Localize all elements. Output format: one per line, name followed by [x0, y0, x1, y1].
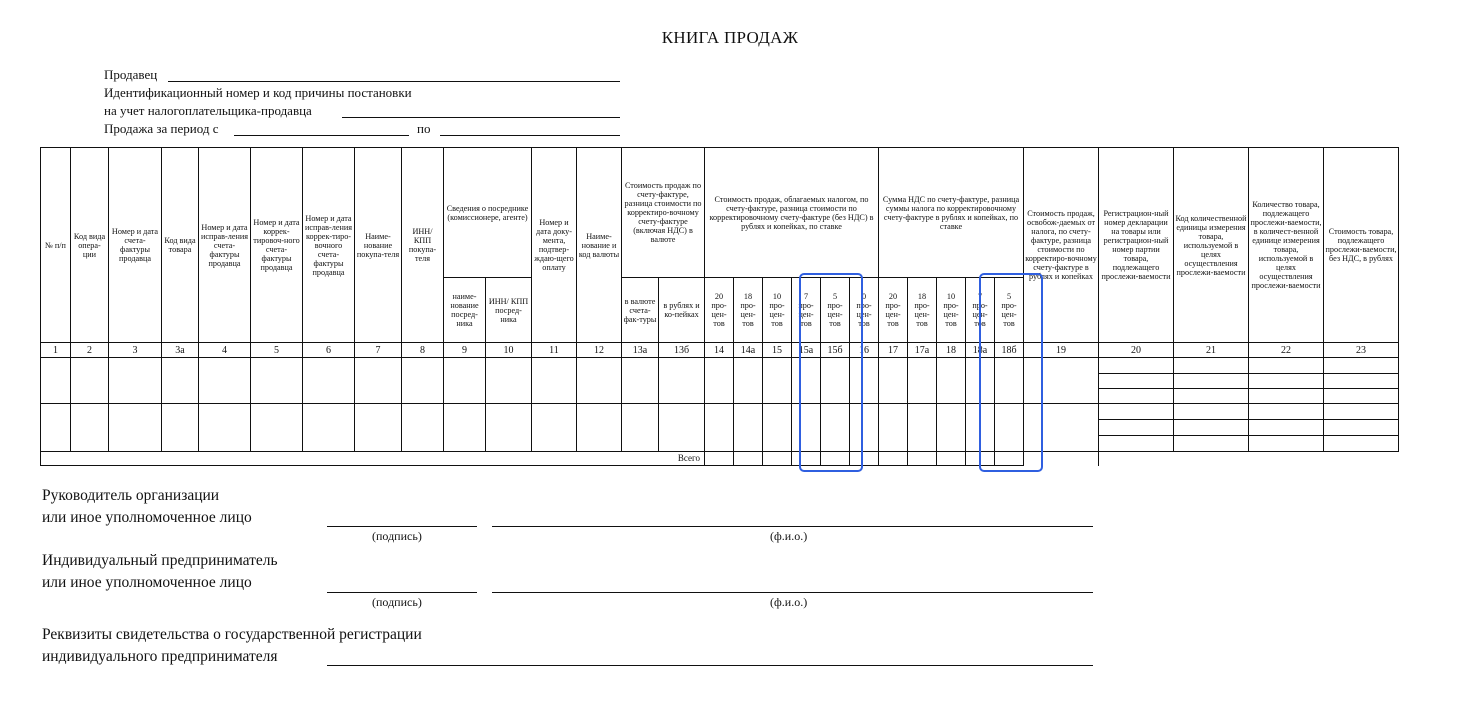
- head-fio-line[interactable]: [492, 526, 1093, 527]
- col-header-8: ИНН/ КПП покупа-теля: [402, 148, 444, 343]
- col-number: 6: [303, 343, 355, 358]
- col-number: 18: [937, 343, 966, 358]
- ip-fio-line[interactable]: [492, 592, 1093, 593]
- ip-signature-caption: (подпись): [372, 595, 422, 609]
- col-number: 17а: [908, 343, 937, 358]
- rate-header-15a: 7 про-цен-тов: [792, 278, 821, 343]
- col-header-23: Стоимость товара, подлежащего прослежи-ваемости, без НДС, в рублях: [1324, 148, 1399, 343]
- col-number: 1: [41, 343, 71, 358]
- col-header-5: Номер и дата коррек-тировоч-ного счета-фактуры продавца: [251, 148, 303, 343]
- col-header-4: Номер и дата исправ-ления счета-фактуры продавца: [199, 148, 251, 343]
- total-row: [41, 452, 1399, 466]
- col-number: 3а: [162, 343, 199, 358]
- col-number: 19: [1024, 343, 1099, 358]
- registration-label-line1: Реквизиты свидетельства о государственной регистрации: [42, 626, 422, 643]
- col-number: 10: [486, 343, 532, 358]
- registration-line[interactable]: [327, 665, 1093, 666]
- inn-line[interactable]: [342, 117, 620, 118]
- col-header-13b: в рублях и ко-пейках: [659, 278, 705, 343]
- highlight-rate-columns-15a-15b: [799, 273, 863, 472]
- col-header-17-18: Сумма НДС по счету-фактуре, разница суммы налога по корректировочному счету-фактуре в рублях и копейках, по ставке: [879, 148, 1024, 278]
- ip-signer-label-line1: Индивидуальный предприниматель: [42, 552, 278, 569]
- col-number: 4: [199, 343, 251, 358]
- ip-signature-line[interactable]: [327, 592, 477, 593]
- col-number: 18а: [966, 343, 995, 358]
- head-signature-line[interactable]: [327, 526, 477, 527]
- rate-header-15: 10 про-цен-тов: [763, 278, 792, 343]
- period-to-line[interactable]: [440, 135, 620, 136]
- ip-signer-label-line2: или иное уполномоченное лицо: [42, 574, 252, 591]
- col-number: 23: [1324, 343, 1399, 358]
- col-number: 11: [532, 343, 577, 358]
- col-number: 2: [71, 343, 109, 358]
- col-number: 14: [705, 343, 734, 358]
- col-header-12: Наиме-нование и код валюты: [577, 148, 622, 343]
- head-fio-caption: (ф.и.о.): [770, 529, 808, 543]
- col-number: 15: [763, 343, 792, 358]
- col-number: 16: [850, 343, 879, 358]
- col-header-9-10: Сведения о посреднике (комиссионере, агенте): [444, 148, 532, 278]
- col-number: 5: [251, 343, 303, 358]
- col-number: 15б: [821, 343, 850, 358]
- col-number: 13а: [622, 343, 659, 358]
- col-header-21: Код количественной единицы измерения товара, используемой в целях осуществления прослежи-ваемости: [1174, 148, 1249, 343]
- col-number: 18б: [995, 343, 1024, 358]
- period-from-label: Продажа за период с: [104, 121, 219, 136]
- col-header-13a: в валюте счета-фак-туры: [622, 278, 659, 343]
- registration-label-line2: индивидуального предпринимателя: [42, 648, 278, 665]
- inn-label-line1: Идентификационный номер и код причины постановки: [104, 85, 412, 100]
- rate-header-14: 20 про-цен-тов: [705, 278, 734, 343]
- ip-fio-caption: (ф.и.о.): [770, 595, 808, 609]
- rate-header-16: 0 про-цен-тов: [850, 278, 879, 343]
- total-label: Всего: [41, 452, 705, 466]
- column-numbers-row: [41, 343, 1399, 358]
- col-number: 21: [1174, 343, 1249, 358]
- period-from-line[interactable]: [234, 135, 409, 136]
- period-to-label: по: [417, 121, 431, 136]
- col-header-19: Стоимость продаж, освобож-даемых от налога, по счету-фактуре, разница стоимости по корректиро-вочному счету-фактуре в рублях и копейках: [1024, 148, 1099, 343]
- col-header-7: Наиме-нование покупа-теля: [355, 148, 402, 343]
- col-number: 14а: [734, 343, 763, 358]
- col-number: 17: [879, 343, 908, 358]
- rate-header-18b: 5 про-цен-тов: [995, 278, 1024, 343]
- col-number: 13б: [659, 343, 705, 358]
- col-header-14-16: Стоимость продаж, облагаемых налогом, по счету-фактуре, разница стоимости по корректировочному счету-фактуре (без НДС) в рублях и копейках, по ставке: [705, 148, 879, 278]
- rate-header-18a: 7 про-цен-тов: [966, 278, 995, 343]
- head-signature-caption: (подпись): [372, 529, 422, 543]
- rate-header-15b: 5 про-цен-тов: [821, 278, 850, 343]
- rate-header-14a: 18 про-цен-тов: [734, 278, 763, 343]
- col-number: 15а: [792, 343, 821, 358]
- sales-book-table: [40, 147, 1399, 466]
- col-header-6: Номер и дата исправ-ления коррек-тиро-вочного счета-фактуры продавца: [303, 148, 355, 343]
- col-header-20: Регистрацион-ный номер декларации на товары или регистрацион-ный номер партии товара, подлежащего прослежи-ваемости: [1099, 148, 1174, 343]
- rate-header-18: 10 про-цен-тов: [937, 278, 966, 343]
- rate-header-17a: 18 про-цен-тов: [908, 278, 937, 343]
- col-number: 20: [1099, 343, 1174, 358]
- table-row[interactable]: [41, 404, 1399, 420]
- col-number: 22: [1249, 343, 1324, 358]
- col-number: 8: [402, 343, 444, 358]
- col-header-3: Номер и дата счета-фактуры продавца: [109, 148, 162, 343]
- col-header-13: Стоимость продаж по счету-фактуре, разница стоимости по корректиро-вочному счету-фактуре (включая НДС) в валюте: [622, 148, 705, 278]
- seller-label: Продавец: [104, 67, 158, 82]
- page-title: КНИГА ПРОДАЖ: [661, 28, 799, 47]
- highlight-rate-columns-18a-18b: [979, 273, 1043, 472]
- col-number: 7: [355, 343, 402, 358]
- col-number: 12: [577, 343, 622, 358]
- col-header-1: № п/п: [41, 148, 71, 343]
- col-header-10: ИНН/ КПП посред-ника: [486, 278, 532, 343]
- head-signer-label-line2: или иное уполномоченное лицо: [42, 509, 252, 526]
- col-number: 3: [109, 343, 162, 358]
- rate-header-17: 20 про-цен-тов: [879, 278, 908, 343]
- col-header-9: наиме-нование посред-ника: [444, 278, 486, 343]
- col-number: 9: [444, 343, 486, 358]
- table-row[interactable]: [41, 358, 1399, 374]
- seller-line[interactable]: [168, 81, 620, 82]
- head-signer-label-line1: Руководитель организации: [42, 487, 220, 504]
- inn-label-line2: на учет налогоплательщика-продавца: [104, 103, 312, 118]
- col-header-2: Код вида опера-ции: [71, 148, 109, 343]
- col-header-11: Номер и дата доку-мента, подтвер-ждаю-щего оплату: [532, 148, 577, 343]
- col-header-3a: Код вида товара: [162, 148, 199, 343]
- col-header-22: Количество товара, подлежащего прослежи-ваемости, в количест-венной единице измерения товара, используемой в целях осуществления прослежи-ваемости: [1249, 148, 1324, 343]
